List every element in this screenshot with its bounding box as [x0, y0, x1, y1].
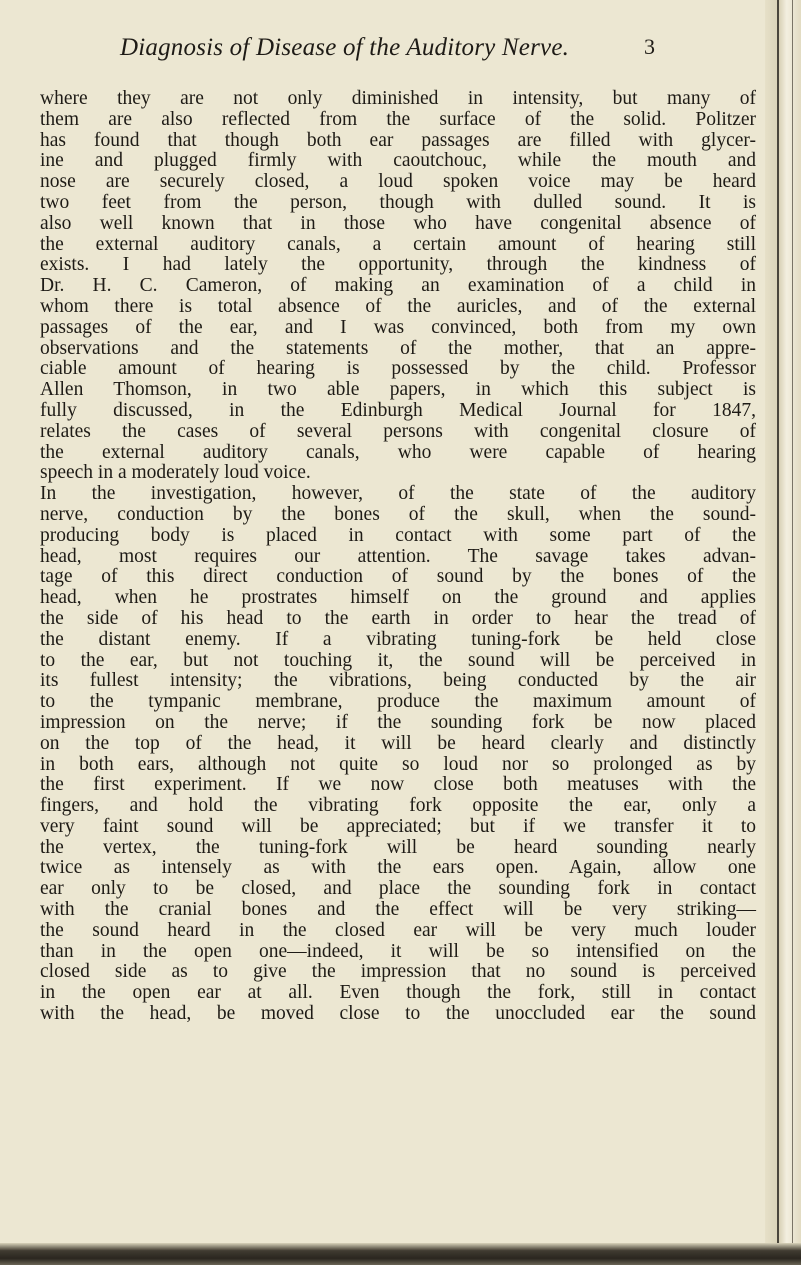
- text-line: observations and the statements of the mother, that an appre-: [40, 337, 756, 359]
- text-line: the side of his head to the earth in order to hear the tread of: [40, 607, 756, 629]
- text-line: the distant enemy. If a vibrating tuning-fork be held close: [40, 628, 756, 650]
- text-line: very faint sound will be appreciated; but if we transfer it to: [40, 815, 756, 837]
- text-line: exists. I had lately the opportunity, through the kindness of: [40, 254, 756, 276]
- text-line: two feet from the person, though with dulled sound. It is: [40, 191, 756, 213]
- text-line: with the head, be moved close to the unoccluded ear the sound: [40, 1003, 756, 1025]
- text-line: twice as intensely as with the ears open. Again, allow one: [40, 857, 756, 879]
- page-edge-line-inner: [792, 0, 793, 1265]
- text-line: Dr. H. C. Cameron, of making an examination of a child in: [40, 275, 756, 297]
- text-line: nose are securely closed, a loud spoken voice may be heard: [40, 171, 756, 193]
- text-line: Allen Thomson, in two able papers, in which this subject is: [40, 379, 756, 401]
- text-line: with the cranial bones and the effect will be very striking—: [40, 899, 756, 921]
- text-line: the sound heard in the closed ear will be very much louder: [40, 919, 756, 941]
- text-line: ciable amount of hearing is possessed by the child. Professor: [40, 358, 756, 380]
- text-line: to the ear, but not touching it, the sound will be perceived in: [40, 649, 756, 671]
- text-line: on the top of the head, it will be heard clearly and distinctly: [40, 732, 756, 754]
- page-edge-line: [777, 0, 779, 1265]
- text-line: fingers, and hold the vibrating fork opposite the ear, only a: [40, 795, 756, 817]
- body-text: [40, 89, 756, 1025]
- text-line: speech in a moderately loud voice.: [40, 462, 311, 484]
- text-line: to the tympanic membrane, produce the maximum amount of: [40, 691, 756, 713]
- page-edge-shadow: [765, 0, 801, 1265]
- text-line: head, most requires our attention. The savage takes advan-: [40, 545, 756, 567]
- text-line: whom there is total absence of the auricles, and of the external: [40, 295, 756, 317]
- text-line: the vertex, the tuning-fork will be heard sounding nearly: [40, 836, 756, 858]
- text-line: relates the cases of several persons with congenital closure of: [40, 420, 756, 442]
- text-line: head, when he prostrates himself on the ground and applies: [40, 587, 756, 609]
- text-line: passages of the ear, and I was convinced, both from my own: [40, 316, 756, 338]
- text-line: impression on the nerve; if the sounding fork be now placed: [40, 711, 756, 733]
- text-line: ine and plugged firmly with caoutchouc, while the mouth and: [40, 150, 756, 172]
- text-line: has found that though both ear passages are filled with glycer-: [40, 129, 756, 151]
- text-line: In the investigation, however, of the state of the auditory: [40, 483, 756, 505]
- text-line: them are also reflected from the surface of the solid. Politzer: [40, 108, 756, 130]
- running-title: Diagnosis of Disease of the Auditory Nerve.: [120, 34, 570, 61]
- text-line: where they are not only diminished in intensity, but many of: [40, 88, 756, 109]
- page-number: 3: [644, 34, 655, 59]
- text-line: tage of this direct conduction of sound by the bones of the: [40, 566, 756, 588]
- page-header: [0, 28, 765, 68]
- text-line: also well known that in those who have congenital absence of: [40, 212, 756, 234]
- text-line: in the open ear at all. Even though the fork, still in contact: [40, 982, 756, 1004]
- text-line: closed side as to give the impression that no sound is perceived: [40, 961, 756, 983]
- text-line: producing body is placed in contact with some part of the: [40, 524, 756, 546]
- text-line: the first experiment. If we now close both meatuses with the: [40, 774, 756, 796]
- text-line: the external auditory canals, a certain amount of hearing still: [40, 233, 756, 255]
- text-line: fully discussed, in the Edinburgh Medical Journal for 1847,: [40, 399, 756, 421]
- text-line: the external auditory canals, who were capable of hearing: [40, 441, 756, 463]
- text-line: than in the open one—indeed, it will be so intensified on the: [40, 940, 756, 962]
- text-line: its fullest intensity; the vibrations, being conducted by the air: [40, 670, 756, 692]
- text-line: ear only to be closed, and place the sounding fork in contact: [40, 878, 756, 900]
- text-line: in both ears, although not quite so loud nor so prolonged as by: [40, 753, 756, 775]
- text-line: nerve, conduction by the bones of the skull, when the sound-: [40, 503, 756, 525]
- bottom-page-edge: [0, 1243, 801, 1265]
